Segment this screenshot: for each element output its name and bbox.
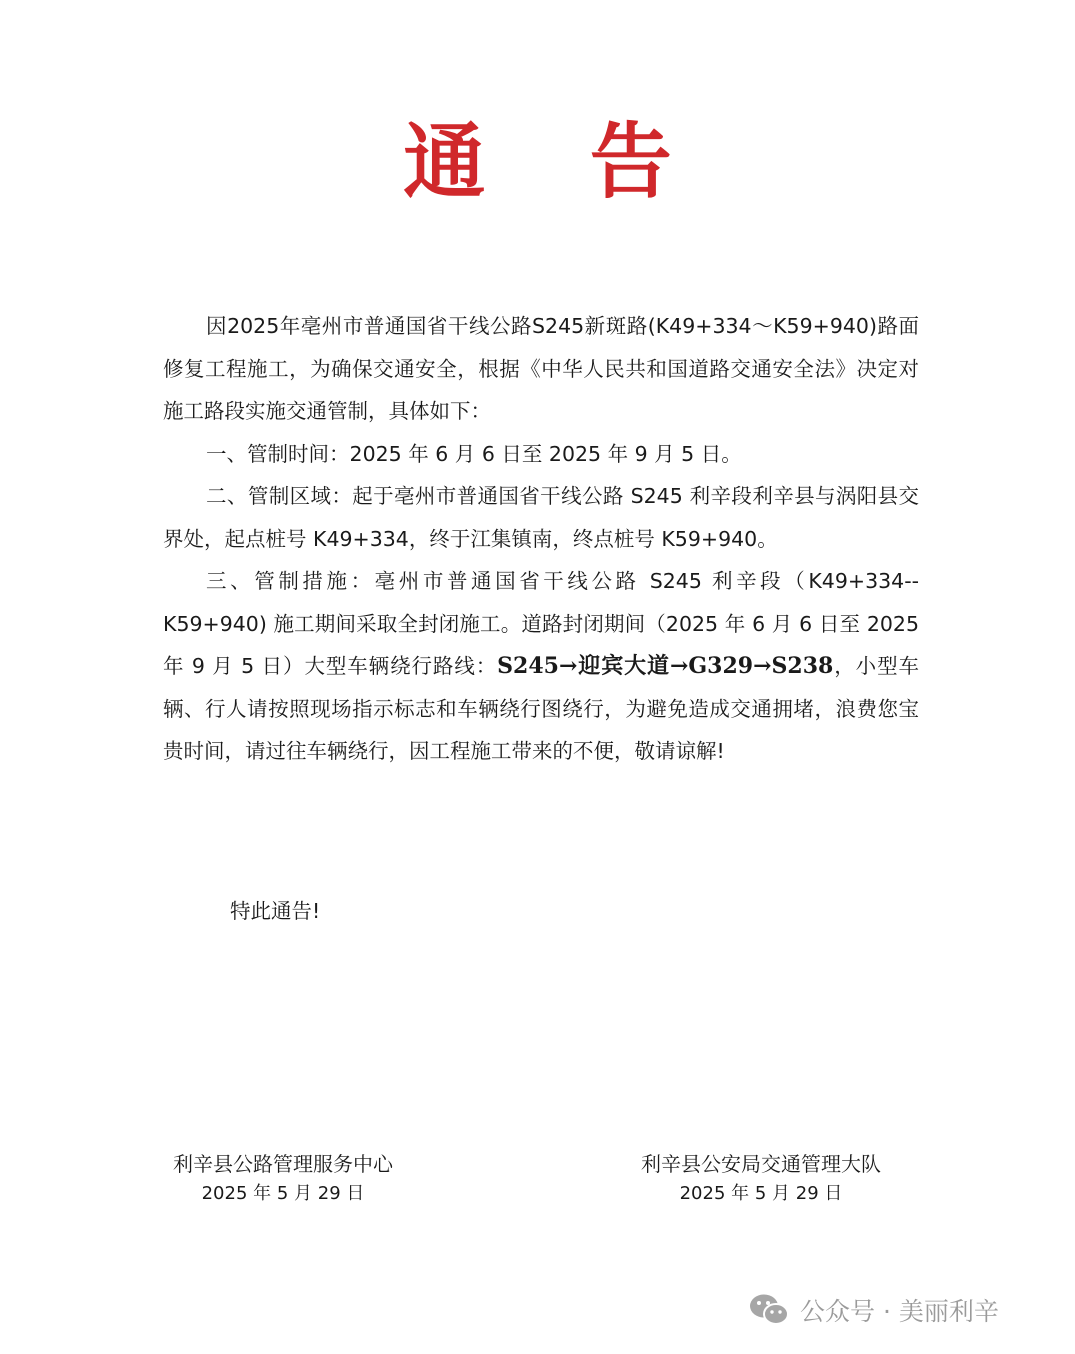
- detour-route: S245→迎宾大道→G329→S238: [497, 653, 834, 679]
- measures-text-continued: ，小型车辆、行人请按照现场指示标志和车辆绕行图绕行，为避免造成交通拥堵，浪费您宝贵时间，请过往车辆绕行，因工程施工带来的不便，敬请谅解!: [163, 654, 920, 763]
- watermark: [748, 1288, 999, 1332]
- notice-title: 通 告: [403, 114, 710, 210]
- signature-org: 利辛县公安局交通管理大队: [641, 1152, 881, 1176]
- control-time-paragraph: 一、管制时间：2025 年 6 月 6 日至 2025 年 9 月 5 日。: [206, 441, 742, 466]
- watermark-text: 公众号 · 美丽利辛: [800, 1297, 999, 1326]
- notice-body: [163, 305, 919, 773]
- signature-right: [628, 1150, 894, 1208]
- closing-statement: 特此通告!: [230, 899, 321, 923]
- signature-org: 利辛县公路管理服务中心: [173, 1152, 393, 1176]
- control-measures-paragraph: [163, 560, 919, 773]
- signature-date: 2025 年 5 月 29 日: [201, 1183, 365, 1204]
- signature-date: 2025 年 5 月 29 日: [679, 1183, 843, 1204]
- measures-text: 三、管制措施：亳州市普通国省干线公路 S245 利辛段（K49+334--K59+940) 施工期间采取全封闭施工。道路封闭期间（2025 年 6 月 6 日至 2025 年 9 月 5 日）大型车辆绕行路线：: [163, 569, 919, 678]
- signature-left: [163, 1150, 403, 1208]
- wechat-icon: [748, 1292, 790, 1328]
- control-area-paragraph: 二、管制区域：起于亳州市普通国省干线公路 S245 利辛段利辛县与涡阳县交界处，起点桩号 K49+334，终于江集镇南，终点桩号 K59+940。: [163, 484, 919, 551]
- intro-paragraph: 因2025年亳州市普通国省干线公路S245新斑路(K49+334～K59+940)路面修复工程施工，为确保交通安全，根据《中华人民共和国道路交通安全法》决定对施工路段实施交通管制，具体如下：: [163, 314, 919, 423]
